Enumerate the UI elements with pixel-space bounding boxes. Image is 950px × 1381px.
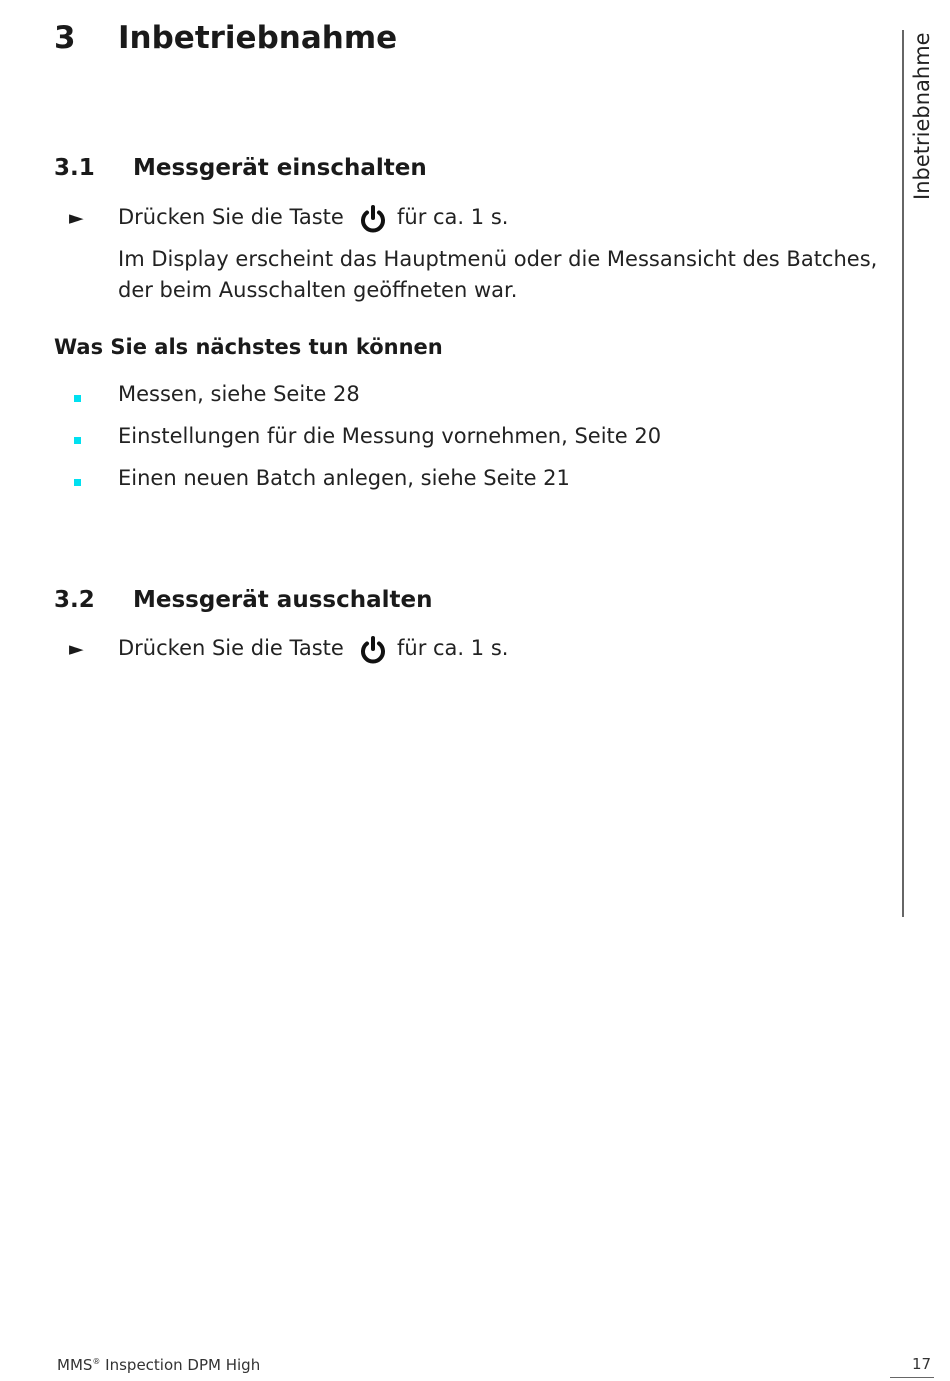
chapter-number: 3 xyxy=(54,20,76,56)
section-2-step-text: Drücken Sie die Taste xyxy=(118,636,344,660)
footer-product-prefix: MMS xyxy=(57,1356,93,1374)
bullet-icon xyxy=(74,479,81,486)
registered-mark: ® xyxy=(92,1357,101,1366)
section-1-number: 3.1 xyxy=(54,155,95,181)
next-steps-heading: Was Sie als nächstes tun können xyxy=(54,335,443,359)
section-2-step-duration: für ca. 1 s. xyxy=(397,636,509,660)
list-item: Einen neuen Batch anlegen, siehe Seite 21 xyxy=(118,466,570,490)
step-marker: ► xyxy=(69,638,84,660)
page-number: 17 xyxy=(912,1355,932,1373)
list-item: Messen, siehe Seite 28 xyxy=(118,382,360,406)
section-1-result-line-2: der beim Ausschalten geöffneten war. xyxy=(118,278,518,302)
bullet-icon xyxy=(74,395,81,402)
page-number-rule xyxy=(890,1377,934,1378)
section-2-title: Messgerät ausschalten xyxy=(133,587,433,613)
side-tab-label: Inbetriebnahme xyxy=(910,32,934,200)
step-marker: ► xyxy=(69,207,84,229)
section-1-title: Messgerät einschalten xyxy=(133,155,427,181)
section-2-number: 3.2 xyxy=(54,587,95,613)
section-1-result-line-1: Im Display erscheint das Hauptmenü oder die Messansicht des Batches, xyxy=(118,247,878,271)
bullet-icon xyxy=(74,437,81,444)
section-1-step-text: Drücken Sie die Taste xyxy=(118,205,344,229)
power-icon xyxy=(358,635,388,665)
footer-product-suffix: Inspection DPM High xyxy=(100,1356,261,1374)
side-rule xyxy=(902,30,904,917)
list-item: Einstellungen für die Messung vornehmen, Seite 20 xyxy=(118,424,662,448)
power-icon xyxy=(358,204,388,234)
section-1-step-duration: für ca. 1 s. xyxy=(397,205,509,229)
footer-product xyxy=(57,1356,260,1374)
chapter-title: Inbetriebnahme xyxy=(118,20,398,56)
